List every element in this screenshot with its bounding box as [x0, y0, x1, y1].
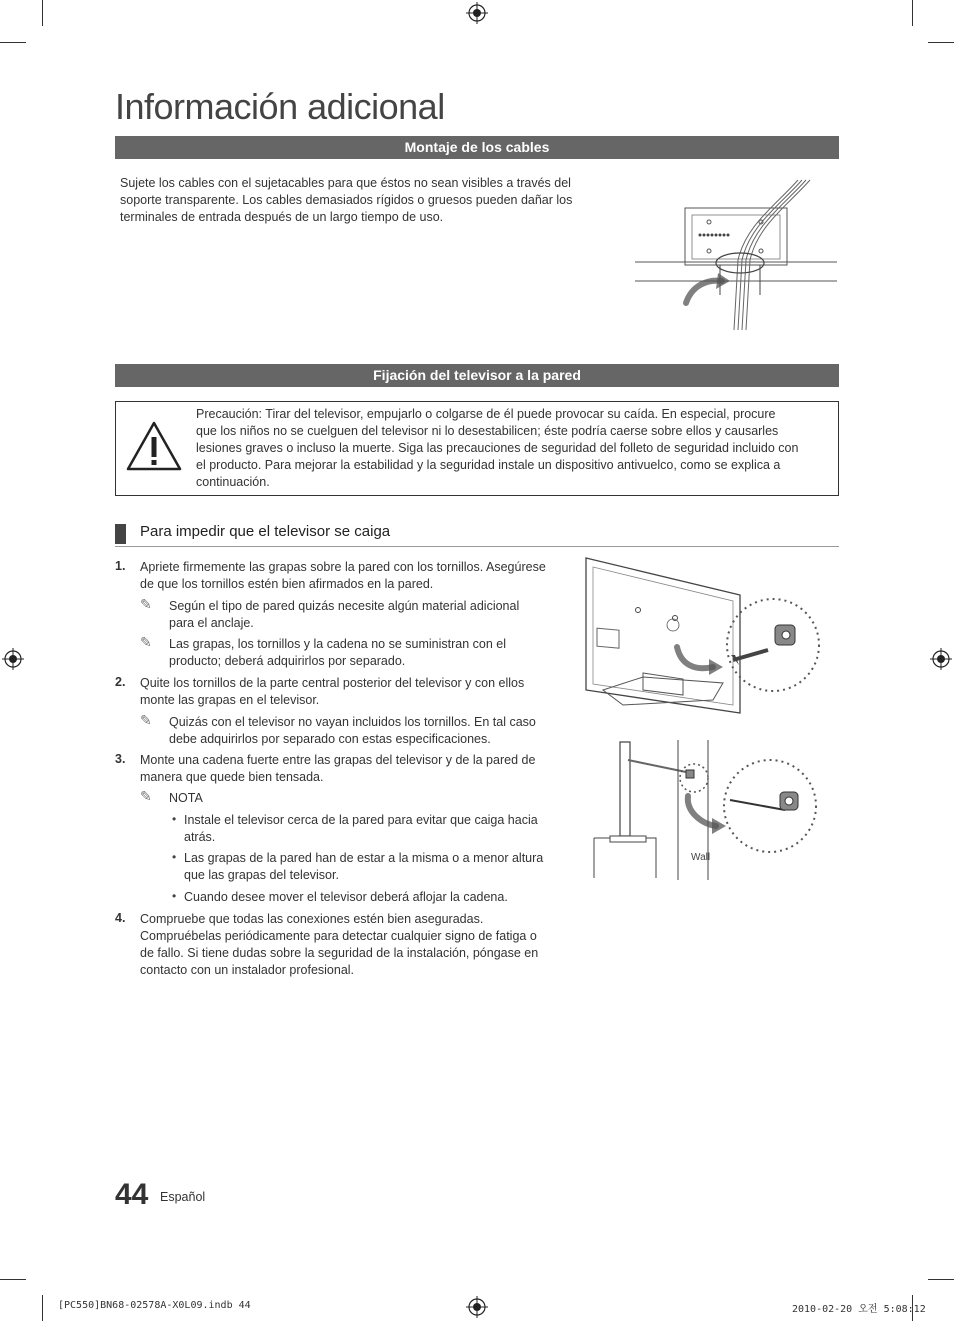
step-1-text	[140, 559, 570, 593]
note-pencil-icon: ✎	[140, 712, 152, 728]
bullet-icon: •	[172, 812, 177, 826]
caution-label: Precaución	[196, 407, 259, 421]
crop-mark	[928, 1279, 954, 1280]
page-number: 44	[115, 1178, 149, 1211]
text-line: Quizás con el televisor no vayan incluidos los tornillos. En tal caso	[169, 715, 536, 729]
step-2-note-1	[169, 714, 569, 748]
text-line: de fallo. Si tiene dudas sobre la seguridad de la instalación, póngase en	[140, 946, 539, 960]
caution-text	[196, 406, 826, 491]
registration-mark-icon	[2, 648, 24, 670]
step-1-note-1	[169, 598, 569, 632]
text-line: atrás.	[184, 830, 216, 844]
note-pencil-icon: ✎	[140, 634, 152, 650]
text-line: soporte transparente. Los cables demasiados rígidos o gruesos pueden dañar los	[120, 193, 573, 207]
crop-mark	[0, 42, 26, 43]
caution-line: : Tirar del televisor, empujarlo o colgarse de él puede provocar su caída. En especial, procure	[258, 407, 776, 421]
step-2-text	[140, 675, 570, 709]
section-heading-cables: Montaje de los cables	[115, 136, 839, 159]
registration-mark-icon	[466, 1296, 488, 1318]
text-line: continuación.	[196, 475, 270, 489]
step-4-text	[140, 911, 570, 979]
text-line: Compruébelas periódicamente para detectar cualquier signo de fatiga o	[140, 929, 537, 943]
text-line: el producto. Para mejorar la estabilidad y la seguridad instale un dispositivo antivuelco, como se explica a	[196, 458, 781, 472]
text-line	[196, 406, 826, 423]
crop-mark	[928, 42, 954, 43]
registration-mark-icon	[466, 2, 488, 24]
step-1-note-2	[169, 636, 569, 670]
text-line: Las grapas, los tornillos y la cadena no se suministran con el	[169, 637, 506, 651]
step-3-bullet-2	[184, 850, 574, 884]
text-line: producto; deberá adquirirlos por separado.	[169, 654, 406, 668]
section-heading-wall-mount: Fijación del televisor a la pared	[115, 364, 839, 387]
step-number: 4.	[115, 911, 126, 925]
caution-box	[115, 401, 839, 496]
text-line: monte las grapas en el televisor.	[140, 693, 320, 707]
step-3-text	[140, 752, 570, 786]
text-line: para el anclaje.	[169, 616, 254, 630]
text-line: Instale el televisor cerca de la pared para evitar que caiga hacia	[184, 813, 538, 827]
note-pencil-icon: ✎	[140, 596, 152, 612]
text-line: Sujete los cables con el sujetacables para que éstos no sean visibles a través del	[120, 176, 571, 190]
text-line: Apriete firmemente las grapas sobre la pared con los tornillos. Asegúrese	[140, 560, 546, 574]
page-language: Español	[160, 1190, 206, 1204]
text-line: contacto con un instalador profesional.	[140, 963, 355, 977]
text-line: que los niños no se cuelguen del televisor ni lo desestabilicen; éste podría caerse sobre ellos y causarles	[196, 424, 779, 438]
cable-holder-illustration	[630, 175, 840, 335]
subheading-marker	[115, 524, 126, 544]
crop-mark	[42, 1295, 43, 1321]
text-line: manera que quede bien tensada.	[140, 770, 324, 784]
note-pencil-icon: ✎	[140, 788, 152, 804]
wall-label: Wall	[691, 852, 711, 863]
tv-back-bracket-illustration	[583, 555, 823, 725]
text-line: terminales de entrada después de un largo tiempo de uso.	[120, 210, 444, 224]
nota-label: NOTA	[169, 791, 203, 805]
text-line: lesiones graves o incluso la muerte. Siga las precauciones de seguridad del folleto de seguridad incluido con	[196, 441, 799, 455]
step-3-bullet-3: Cuando desee mover el televisor deberá aflojar la cadena.	[184, 890, 508, 904]
bullet-icon: •	[172, 850, 177, 864]
subheading-text: Para impedir que el televisor se caiga	[140, 523, 391, 540]
crop-mark	[912, 0, 913, 26]
registration-mark-icon	[930, 648, 952, 670]
crop-mark	[42, 0, 43, 26]
warning-triangle-icon	[125, 420, 183, 472]
cables-paragraph	[120, 175, 600, 226]
step-number: 2.	[115, 675, 126, 689]
text-line: Según el tipo de pared quizás necesite algún material adicional	[169, 599, 520, 613]
text-line: Quite los tornillos de la parte central posterior del televisor y con ellos	[140, 676, 525, 690]
bullet-icon: •	[172, 889, 177, 903]
step-number: 1.	[115, 559, 126, 573]
page-title: Información adicional	[115, 86, 445, 127]
text-line: que las grapas del televisor.	[184, 868, 339, 882]
text-line: Compruebe que todas las conexiones estén bien aseguradas.	[140, 912, 484, 926]
subheading	[115, 521, 839, 547]
step-number: 3.	[115, 752, 126, 766]
text-line: Las grapas de la pared han de estar a la misma o a menor altura	[184, 851, 544, 865]
print-slug-date: 2010-02-20 오전 5:08:12	[792, 1304, 926, 1315]
crop-mark	[0, 1279, 26, 1280]
text-line: Monte una cadena fuerte entre las grapas del televisor y de la pared de	[140, 753, 536, 767]
text-line: de que los tornillos estén bien afirmados en la pared.	[140, 577, 434, 591]
step-3-bullet-1	[184, 812, 574, 846]
print-slug-file: [PC550]BN68-02578A-X0L09.indb 44	[58, 1300, 251, 1311]
text-line: debe adquirirlos por separado con estas especificaciones.	[169, 732, 491, 746]
